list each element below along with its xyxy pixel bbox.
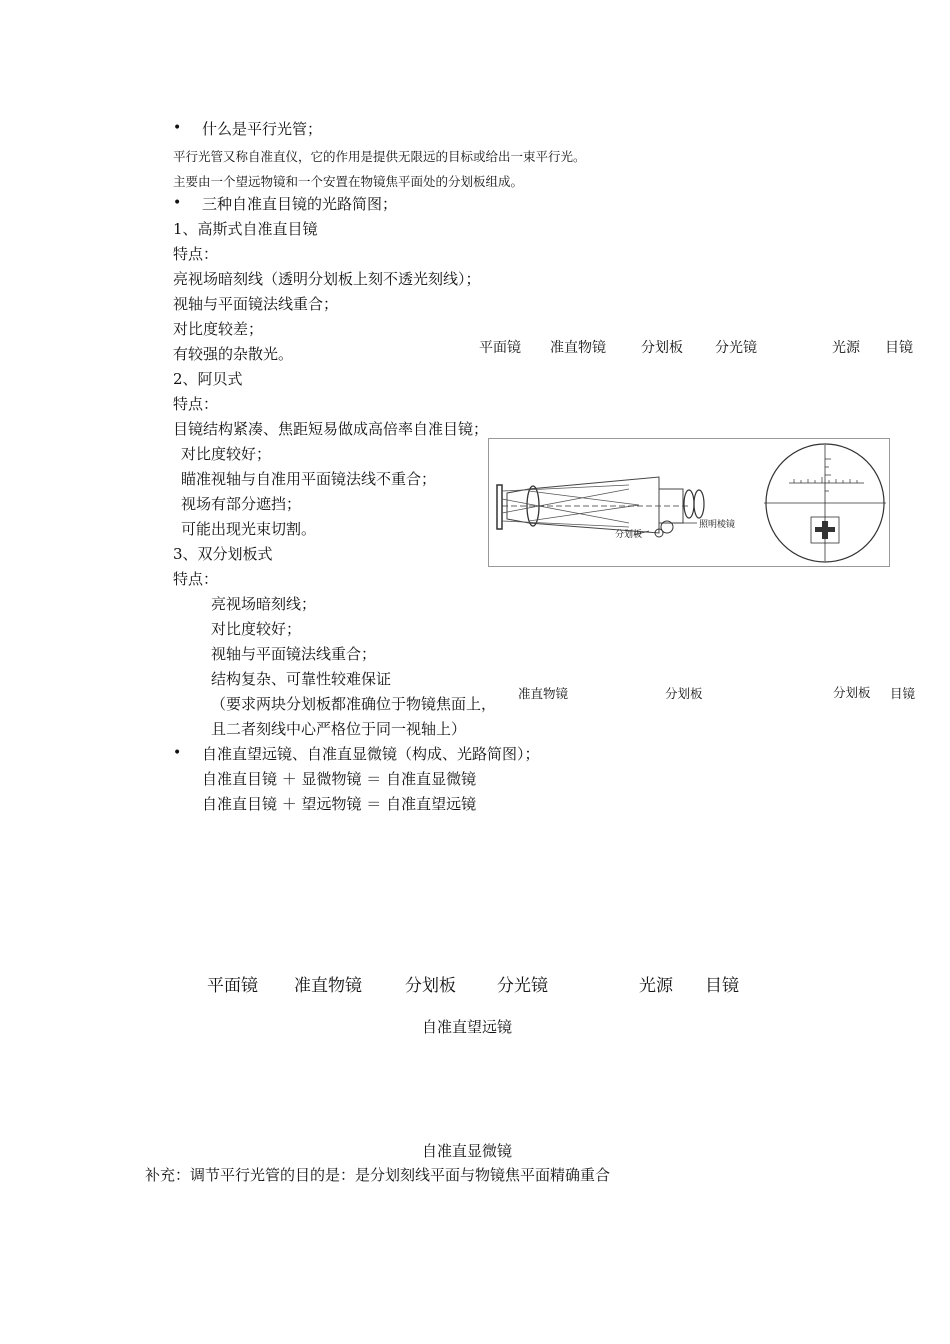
label-collimating-objective: 准直物镜 — [518, 686, 569, 701]
caption-microscope: 自准直显微镜 — [422, 1142, 513, 1160]
feature-item: 亮视场暗刻线（透明分划板上刻不透光刻线）； — [173, 270, 481, 288]
feature-item: 亮视场暗刻线； — [211, 595, 317, 613]
feature-item: 且二者刻线中心严格位于同一视轴上） — [211, 720, 467, 738]
label-beam-splitter: 分光镜 — [497, 976, 548, 996]
gauss-title: 1、高斯式自准直目镜 — [173, 220, 318, 238]
label-light-source: 光源 — [832, 340, 860, 356]
formula-microscope: 自准直目镜 ＋ 显微物镜 ＝ 自准直显微镜 — [202, 770, 477, 788]
label-collimating-objective: 准直物镜 — [294, 976, 362, 996]
abbe-diagram — [489, 439, 889, 566]
figure-label-illum-prism: 照明棱镜 — [699, 520, 736, 530]
bullet: • — [173, 120, 182, 136]
abbe-title: 2、阿贝式 — [173, 370, 243, 388]
label-reticle: 分划板 — [405, 976, 456, 996]
feature-item: 对比度较好； — [211, 620, 302, 638]
section1-heading: 什么是平行光管； — [202, 120, 323, 138]
label-plane-mirror: 平面镜 — [207, 976, 258, 996]
bullet: • — [173, 195, 182, 211]
label-eyepiece: 目镜 — [890, 686, 916, 701]
label-beam-splitter: 分光镜 — [715, 340, 757, 356]
label-eyepiece: 目镜 — [885, 340, 913, 356]
feature-item: （要求两块分划板都准确位于物镜焦面上， — [211, 695, 497, 713]
features-label: 特点： — [173, 395, 219, 413]
section3-heading: 自准直望远镜、自准直显微镜（构成、光路简图）； — [202, 745, 540, 763]
feature-item: 视轴与平面镜法线重合； — [173, 295, 339, 313]
label-reticle: 分划板 — [665, 686, 703, 701]
caption-telescope: 自准直望远镜 — [422, 1018, 513, 1036]
section1-line2: 主要由一个望远物镜和一个安置在物镜焦平面处的分划板组成。 — [173, 174, 524, 189]
feature-item: 视轴与平面镜法线重合； — [211, 645, 377, 663]
feature-item: 对比度较好； — [181, 445, 272, 463]
double-title: 3、双分划板式 — [173, 545, 273, 563]
label-reticle: 分划板 — [833, 685, 871, 700]
features-label: 特点： — [173, 570, 219, 588]
feature-item: 结构复杂、可靠性较难保证 — [211, 670, 392, 688]
section1-line1: 平行光管又称自准直仪，它的作用是提供无限远的目标或给出一束平行光。 — [173, 149, 586, 164]
label-reticle: 分划板 — [641, 340, 683, 356]
formula-telescope: 自准直目镜 ＋ 望远物镜 ＝ 自准直望远镜 — [202, 795, 477, 813]
feature-item: 目镜结构紧凑、焦距短易做成高倍率自准目镜； — [173, 420, 489, 438]
label-plane-mirror: 平面镜 — [479, 340, 521, 356]
features-label: 特点： — [173, 245, 219, 263]
figure-label-reticle: 分划板 — [615, 530, 643, 540]
feature-item: 视场有部分遮挡； — [181, 495, 302, 513]
feature-item: 瞄准视轴与自准用平面镜法线不重合； — [181, 470, 437, 488]
abbe-eyepiece-figure — [488, 438, 890, 567]
bullet: • — [173, 745, 182, 761]
feature-item: 对比度较差； — [173, 320, 264, 338]
label-eyepiece: 目镜 — [705, 976, 739, 996]
section2-heading: 三种自准直目镜的光路简图； — [202, 195, 398, 213]
feature-item: 可能出现光束切割。 — [181, 520, 317, 538]
label-collimating-objective: 准直物镜 — [550, 340, 606, 356]
supplement-note: 补充：调节平行光管的目的是：是分划刻线平面与物镜焦平面精确重合 — [145, 1166, 611, 1184]
label-light-source: 光源 — [639, 976, 673, 996]
feature-item: 有较强的杂散光。 — [173, 345, 294, 363]
